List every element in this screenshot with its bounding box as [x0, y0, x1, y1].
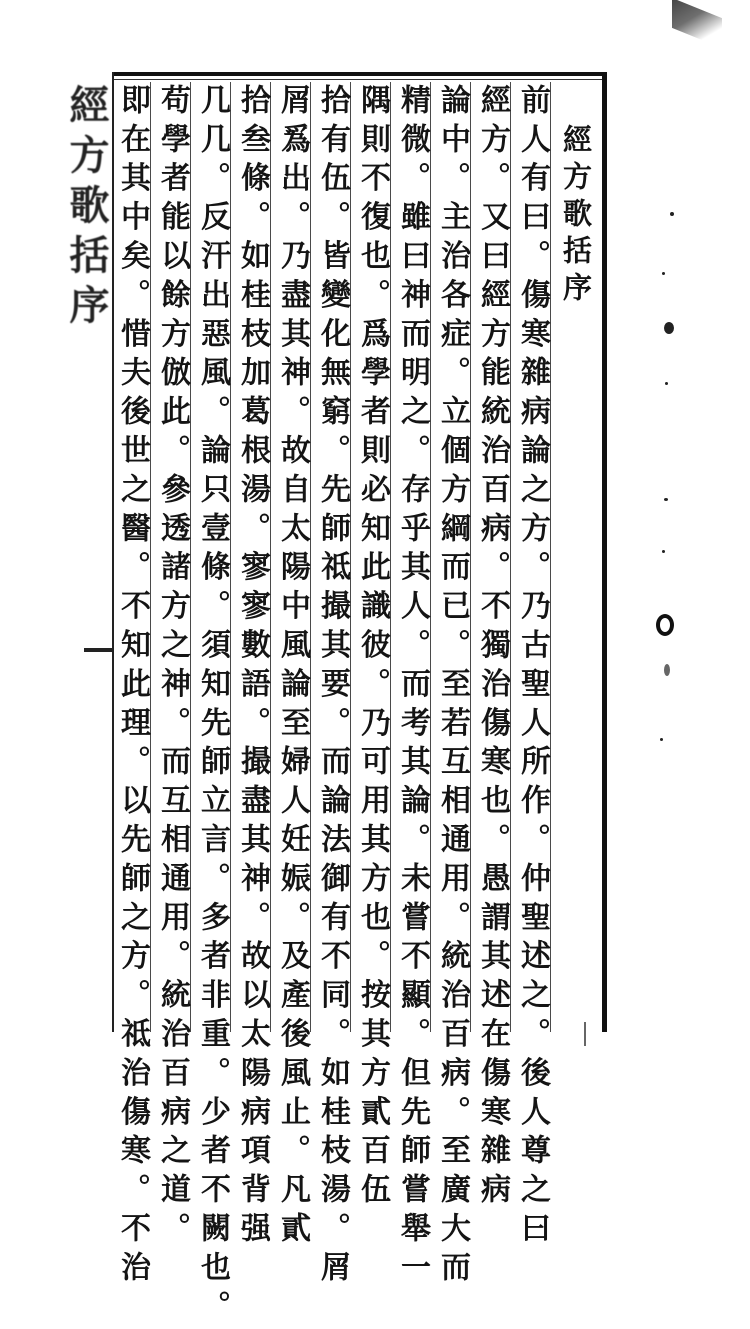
- text-column: 几几。反汗出惡風。論只壹條。須知先師立言。多者非重。少者不闕也。: [195, 84, 230, 1329]
- text-column: 精微。雖曰神而明之。存乎其人。而考其論。未嘗不顯。但先師嘗舉一: [395, 84, 430, 1290]
- text-column: 苟學者能以餘方倣此。參透諸方之神。而互相通用。統治百病之道。: [155, 84, 190, 1251]
- fold-title: 經方歌括序: [63, 84, 110, 334]
- text-column: 拾有伍。皆變化無窮。先師祗撮其要。而論法御有不同。如桂枝湯。屑: [315, 84, 350, 1290]
- scan-speck: [665, 382, 668, 385]
- scan-line-mark: [584, 1022, 586, 1046]
- scan-speck: [670, 212, 674, 216]
- folio-number: [84, 648, 114, 652]
- preface-title: 經方歌括序: [559, 124, 593, 309]
- text-column: 即在其中矣。惜夫後世之醫。不知此理。以先師之方。祗治傷寒。不治: [115, 84, 150, 1290]
- scan-speck: [662, 272, 665, 275]
- scan-speck: [664, 664, 670, 676]
- frame-right-border: [602, 72, 607, 1032]
- text-column: 隅則不復也。爲學者則必知此識彼。乃可用其方也。按其方貳百伍: [355, 84, 390, 1213]
- frame-top-inner-border: [112, 79, 606, 80]
- text-column: 拾叁條。如桂枝加葛根湯。寥寥數語。撮盡其神。故以太陽病項背强: [235, 84, 270, 1251]
- scan-speck: [664, 322, 674, 334]
- text-column: 論中。主治各症。立個方綱而已。至若互相通用。統治百病。至廣大而: [435, 84, 470, 1290]
- text-column: 前人有曰。傷寒雜病論之方。乃古聖人所作。仲聖述之。後人尊之曰: [515, 84, 550, 1251]
- scan-speck: [664, 498, 668, 501]
- scan-speck: [662, 550, 665, 553]
- scan-speck: [660, 738, 663, 741]
- text-column: 經方。又曰經方能統治百病。不獨治傷寒也。愚謂其述在傷寒雜病: [475, 84, 510, 1213]
- text-column: 屑𤔡出。乃盡其神。故自太陽中風論至婦人妊娠。及產後風止。凡貳: [275, 84, 310, 1251]
- scan-ring-mark: [656, 614, 674, 636]
- frame-top-border: [112, 72, 606, 76]
- scan-corner-mark: [672, 0, 722, 48]
